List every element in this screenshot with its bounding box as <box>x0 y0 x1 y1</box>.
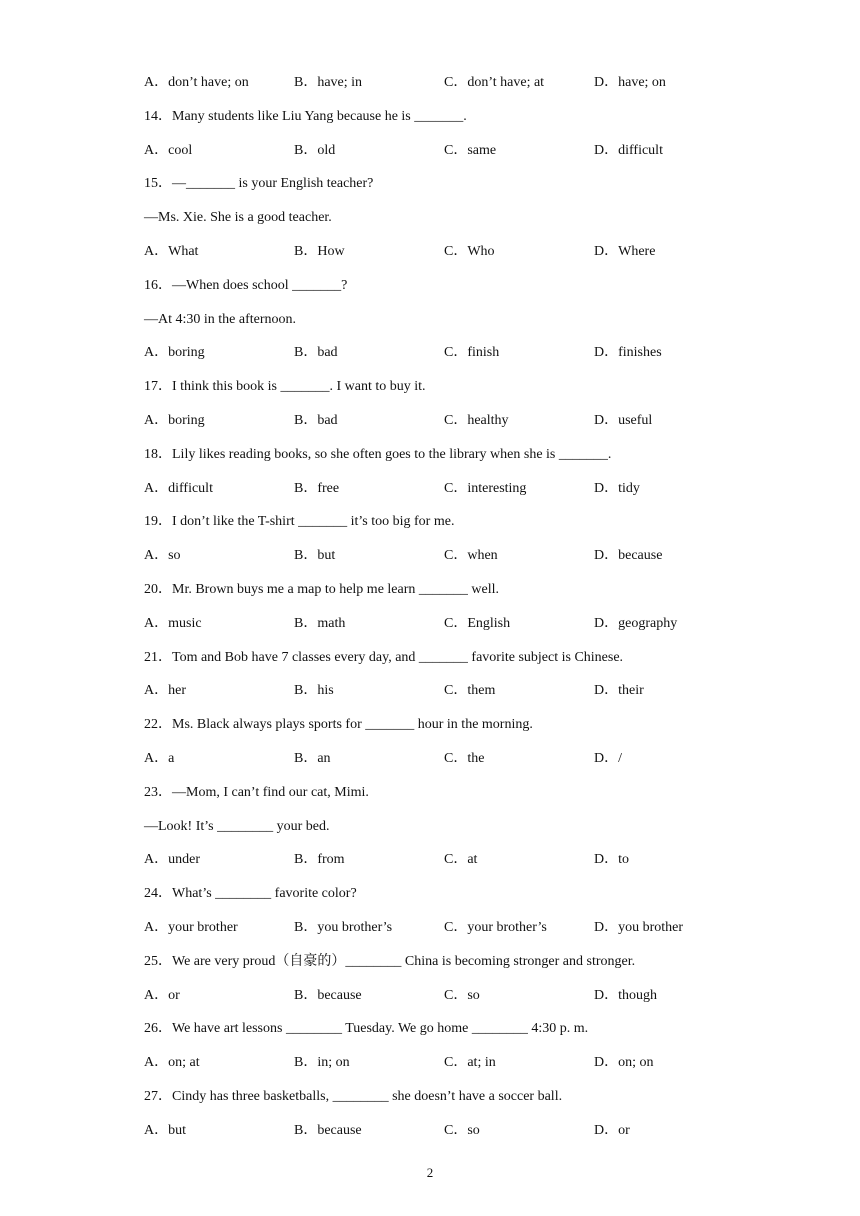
question-text: 27．Cindy has three basketballs, ________ she doesn’t have a soccer ball. <box>144 1088 563 1104</box>
answer-option: A．boring <box>144 345 205 361</box>
answer-option: A．difficult <box>144 480 213 496</box>
answer-options-row <box>144 985 784 1019</box>
answer-option: D．/ <box>594 750 622 766</box>
answer-option: C．when <box>444 548 498 564</box>
answer-option: D．Where <box>594 243 656 259</box>
answer-option: A．cool <box>144 142 193 158</box>
answer-option: C．Who <box>444 243 495 259</box>
answer-option: B．you brother’s <box>294 919 393 935</box>
answer-option: D．useful <box>594 412 653 428</box>
answer-option: A．don’t have; on <box>144 75 249 90</box>
answer-option: C．same <box>444 142 497 158</box>
question-text: 25．We are very proud（自豪的）________ China is becoming stronger and stronger. <box>144 953 636 969</box>
answer-option: B．bad <box>294 412 338 428</box>
question-text: 23．—Mom, I can’t find our cat, Mimi. <box>144 784 369 800</box>
question-text: 19．I don’t like the T-shirt _______ it’s too big for me. <box>144 514 455 530</box>
question-text: 21．Tom and Bob have 7 classes every day, and _______ favorite subject is Chinese. <box>144 649 624 665</box>
answer-options-row <box>144 342 784 376</box>
answer-option: B．have; in <box>294 75 363 90</box>
answer-option: A．but <box>144 1122 186 1138</box>
answer-options-row <box>144 545 784 579</box>
answer-option: C．the <box>444 750 485 766</box>
answer-option: C．don’t have; at <box>444 75 545 90</box>
answer-options-row <box>144 1052 784 1086</box>
answer-option: C．so <box>444 1122 480 1138</box>
answer-option: B．from <box>294 852 345 868</box>
answer-option: B．an <box>294 750 331 766</box>
question-text: 17．I think this book is _______. I want to buy it. <box>144 379 426 395</box>
answer-option: B．free <box>294 480 340 496</box>
answer-option: B．old <box>294 142 336 158</box>
answer-options-row <box>144 748 784 782</box>
question-text: 18．Lily likes reading books, so she often goes to the library when she is _______. <box>144 446 612 462</box>
answer-options-row <box>144 917 784 951</box>
question-text: —Look! It’s ________ your bed. <box>144 818 330 834</box>
answer-options-row <box>144 849 784 883</box>
answer-option: A．or <box>144 987 180 1003</box>
question-text: 14．Many students like Liu Yang because he is _______. <box>144 108 467 124</box>
question-text: —At 4:30 in the afternoon. <box>144 311 297 327</box>
page-number: 2 <box>426 1165 434 1180</box>
question-text: 15．—_______ is your English teacher? <box>144 176 374 192</box>
answer-option: D．geography <box>594 615 678 631</box>
answer-options-row <box>144 1120 784 1154</box>
answer-option: C．at <box>444 852 478 868</box>
answer-option: D．finishes <box>594 345 662 361</box>
answer-option: B．because <box>294 1122 362 1138</box>
answer-option: C．English <box>444 615 511 631</box>
answer-option: D．you brother <box>594 919 684 935</box>
answer-options-row <box>144 140 784 174</box>
answer-options-row <box>144 241 784 275</box>
answer-option: D．because <box>594 548 663 564</box>
answer-option: C．your brother’s <box>444 919 547 935</box>
answer-option: D．to <box>594 852 629 868</box>
answer-option: A．boring <box>144 412 205 428</box>
answer-option: B．because <box>294 987 362 1003</box>
answer-option: C．interesting <box>444 480 527 496</box>
worksheet-content <box>144 72 784 1154</box>
answer-option: B．but <box>294 548 336 564</box>
answer-option: B．How <box>294 243 345 259</box>
answer-options-row <box>144 72 784 106</box>
answer-option: A．What <box>144 243 199 259</box>
answer-option: C．so <box>444 987 480 1003</box>
answer-option: D．tidy <box>594 480 640 496</box>
answer-option: A．so <box>144 548 181 564</box>
answer-option: C．at; in <box>444 1055 496 1071</box>
answer-option: D．though <box>594 987 657 1003</box>
question-text: —Ms. Xie. She is a good teacher. <box>144 210 332 226</box>
answer-option: A．under <box>144 852 200 868</box>
question-text: 20．Mr. Brown buys me a map to help me learn _______ well. <box>144 581 499 597</box>
question-text: 16．—When does school _______? <box>144 277 348 293</box>
answer-option: D．or <box>594 1122 630 1138</box>
answer-options-row <box>144 478 784 512</box>
answer-option: D．difficult <box>594 142 663 158</box>
answer-option: B．math <box>294 615 346 631</box>
answer-option: B．bad <box>294 345 338 361</box>
answer-option: B．his <box>294 683 334 699</box>
answer-option: C．finish <box>444 345 500 361</box>
answer-option: A．her <box>144 683 186 699</box>
answer-option: D．have; on <box>594 75 666 90</box>
answer-option: D．their <box>594 683 644 699</box>
answer-option: C．them <box>444 683 496 699</box>
answer-options-row <box>144 680 784 714</box>
answer-option: A．a <box>144 750 175 766</box>
answer-option: A．your brother <box>144 919 238 935</box>
question-text: 26．We have art lessons ________ Tuesday. We go home ________ 4:30 p. m. <box>144 1021 589 1037</box>
answer-options-row <box>144 613 784 647</box>
answer-option: A．music <box>144 615 202 631</box>
question-text: 22．Ms. Black always plays sports for _______ hour in the morning. <box>144 717 533 733</box>
answer-options-row <box>144 410 784 444</box>
answer-option: A．on; at <box>144 1055 200 1071</box>
answer-option: C．healthy <box>444 412 509 428</box>
question-text: 24．What’s ________ favorite color? <box>144 886 357 902</box>
answer-option: D．on; on <box>594 1055 654 1071</box>
answer-option: B．in; on <box>294 1055 350 1071</box>
